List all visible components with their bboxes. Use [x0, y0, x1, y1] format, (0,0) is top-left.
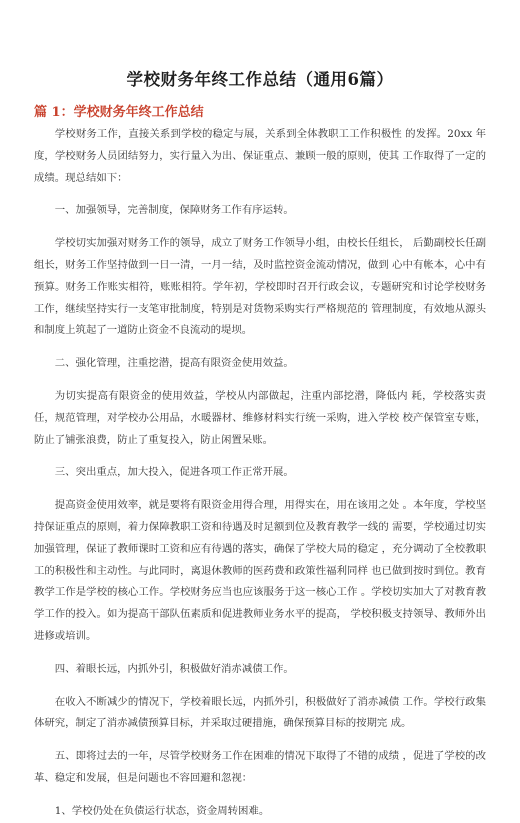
section-heading-4: 四、着眼长远，内抓外引，积极做好消赤减债工作。	[54, 662, 294, 675]
document-title: 学校财务年终工作总结（通用6篇）	[126, 70, 394, 89]
section-heading-3: 三、突出重点，加大投入，促进各项工作正常开展。	[54, 466, 294, 479]
paragraph-intro: 学校财务工作，直接关系到学校的稳定与展，关系到全体教职工工作积极性 的发挥。20xx 年度，学校财务人员团结努力，实行量入为出、保证重点、兼顾一般的原则，使其 工作取得了一定的成绩。现总结如下：	[34, 128, 486, 184]
paragraph-debt-reduction: 在收入不断减少的情况下，学校着眼长远，内抓外引，积极做好了消赤减债 工作。学校行政集体研究，制定了消赤减债预算目标，并采取过硬措施，确保预算目标的按期完 成。	[34, 695, 486, 730]
section-heading-2: 二、强化管理，注重挖潜，提高有限资金使用效益。	[54, 357, 294, 370]
section-heading-5: 五、即将过去的一年，尽管学校财务工作在困难的情况下取得了不错的成绩 ，促进了学校的改革、稳定和发展，但是问题也不容回避和忽视：	[34, 750, 486, 784]
paragraph-management: 为切实提高有限资金的使用效益，学校从内部做起，注重内部挖潜，降低内 耗，学校落实责任，规范管理，对学校办公用品，水暖器材、维修材料实行统一采购，进入学校 校产保管室专账，防止了铺张浪费，防止了重复投入，防止闲置呆账。	[34, 389, 486, 446]
document-body	[34, 124, 486, 823]
chapter-heading: 篇 1：学校财务年终工作总结	[34, 105, 204, 120]
paragraph-leadership: 学校切实加强对财务工作的领导，成立了财务工作领导小组，由校长任组长， 后勤副校长任副组长，财务工作坚持做到一日一清，一月一结，及时监控资金流动情况，做到 心中有帐本，心中有预算。财务工作账实相符，账账相符。学年初，学校即时召开行政会议，专题研究和讨论学校财务工作，继续坚持实行一支笔审批制度，特别是对货物采购实行严格规范的 管理制度，有效地从源头和制度上筑起了一道防止资金不良流动的堤坝。	[34, 237, 486, 337]
list-item-1: 1、学校仍处在负债运行状态，资金周转困难。	[54, 804, 270, 817]
paragraph-investment: 提高资金使用效率，就是要将有限资金用得合理，用得实在，用在该用之处 。本年度，学校坚持保证重点的原则，着力保障教职工资和待遇及时足额到位及教育教学一线的 需要，学校通过切实加强管理，保证了教师课时工资和应有待遇的落实，确保了学校大局的稳定 ，充分调动了全校教职工的积极性和主动性。与此同时，离退休教师的医药费和政策性福利同样 也已做到按时到位。教育教学工作是学校的核心工作。学校财务应当也应该服务于这一核心工作 。学校切实加大了对教育教学工作的投入。如为提高干部队伍素质和促进教师业务水平的提高， 学校积极支持领导、教师外出进修或培训。	[34, 499, 486, 642]
section-heading-1: 一、加强领导，完善制度，保障财务工作有序运转。	[54, 204, 294, 217]
